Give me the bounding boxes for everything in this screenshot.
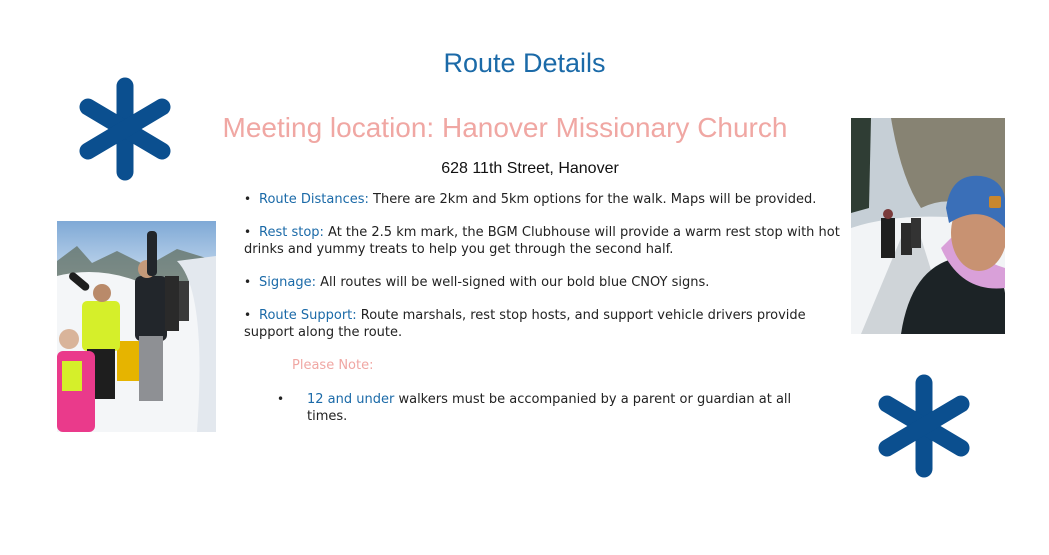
bullet-dot: •	[277, 392, 285, 406]
bullet-dot: •	[244, 275, 252, 289]
note-item-label: 12 and under	[307, 392, 395, 407]
bullet-label: Signage:	[259, 275, 316, 290]
route-details-list	[244, 191, 844, 425]
bullet-dot: •	[244, 308, 252, 322]
bullet-signage	[244, 274, 844, 291]
please-note-label: Please Note:	[292, 358, 374, 373]
meeting-location: Meeting location: Hanover Missionary Church	[222, 112, 788, 143]
note-item-text: walkers must be accompanied by a parent or guardian at all times.	[307, 392, 792, 424]
bullet-label: Route Support:	[259, 308, 357, 323]
note-item	[277, 391, 827, 425]
bullet-route-distances	[244, 191, 844, 208]
bullet-route-support	[244, 307, 844, 341]
photo-selfie-snow	[851, 118, 1005, 334]
address: 628 11th Street, Hanover	[441, 160, 619, 177]
page-title: Route Details	[443, 48, 606, 78]
bullet-text: Route marshals, rest stop hosts, and support vehicle drivers provide support along the route.	[244, 308, 806, 340]
bullet-label: Route Distances:	[259, 192, 369, 207]
bullet-rest-stop	[244, 224, 844, 258]
bullet-text: All routes will be well-signed with our bold blue CNOY signs.	[315, 275, 710, 290]
bullet-text: At the 2.5 km mark, the BGM Clubhouse will provide a warm rest stop with hot drinks and yummy treats to help you get through the second half.	[244, 225, 840, 257]
photo-walkers-snow	[57, 221, 216, 432]
asterisk-icon-bottom-right	[876, 373, 972, 479]
bullet-label: Rest stop:	[259, 225, 324, 240]
bullet-dot: •	[244, 225, 252, 239]
bullet-dot: •	[244, 192, 252, 206]
bullet-text: There are 2km and 5km options for the walk. Maps will be provided.	[368, 192, 817, 207]
